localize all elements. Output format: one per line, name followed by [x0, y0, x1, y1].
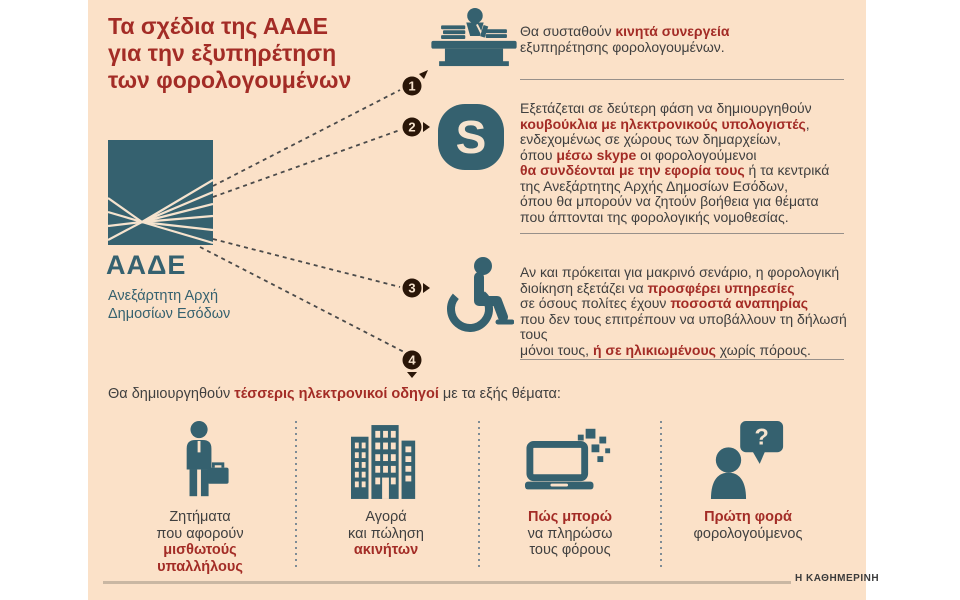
- badge-3: [399, 272, 431, 304]
- svg-text:4: 4: [408, 352, 416, 368]
- item-3-text: Αν και πρόκειται για μακρινό σενάριο, η φορολογική διοίκηση εξετάζει να προσφέρει υπηρεσίες σε όσους πολίτες έχουν ποσοστά αναπηρίας που δεν τους επιτρέπουν να υποβάλλουν τη δήλωσή τους μόνοι τους, ή σε ηλικιωμένους χωρίς πόρους.: [520, 264, 847, 358]
- laptop-icon: [525, 420, 615, 500]
- item-2-text: Εξετάζεται σε δεύτερη φάση να δημιουργηθούν κουβούκλια με ηλεκτρονικούς υπολογιστές, ενδεχομένως σε χώρους των δημαρχείων, όπου μέσω skype οι φορολογούμενοι θα συνδέονται με την εφορία τους ή τα κεντρικά της Ανεξάρτητης Αρχής Δημοσίων Εσόδων, όπου θα μπορούν να ζητούν βοήθεια για θέματα που άπτονται της φορολογικής νομοθεσίας.: [520, 100, 830, 225]
- aade-full-name: Ανεξάρτητη Αρχή Δημοσίων Εσόδων: [108, 288, 231, 322]
- item-1-text: Θα συσταθούν κινητά συνεργεία εξυπηρέτησης φορολογουμένων.: [520, 23, 730, 55]
- buildings-icon: [351, 420, 421, 500]
- footer-rule: [103, 581, 791, 584]
- skype-icon: [436, 102, 506, 172]
- service-desk-icon: [430, 6, 518, 68]
- guide-caption: Πώς μπορώ να πληρώσω τους φόρους: [527, 509, 613, 558]
- svg-text:S: S: [455, 111, 487, 163]
- guide-employees: [105, 420, 295, 575]
- guide-caption: Αγορά και πώληση ακινήτων: [348, 509, 424, 558]
- brand-logo: Η ΚΑΘΗΜΕΡΙΝΗ: [795, 573, 880, 584]
- guide-caption: Ζητήματα που αφορούν μισθωτούς υπαλλήλους: [156, 509, 244, 575]
- divider: [295, 421, 297, 567]
- guide-pay-taxes: [477, 420, 663, 570]
- svg-text:?: ?: [754, 423, 769, 450]
- badge-1: [399, 70, 429, 102]
- guide-first-time: [655, 420, 841, 570]
- first-time-icon: [709, 420, 787, 500]
- wheelchair-icon: [438, 256, 514, 334]
- divider: [520, 79, 844, 80]
- badge-2: [399, 111, 431, 143]
- guide-property: [292, 420, 480, 570]
- aade-acronym: ΑΑΔΕ: [106, 250, 187, 280]
- divider: [478, 421, 480, 567]
- svg-text:3: 3: [408, 280, 416, 296]
- page-title: Τα σχέδια της ΑΑΔΕ για την εξυπηρέτηση των φορολογουμένων: [108, 13, 352, 93]
- divider: [520, 359, 844, 360]
- divider: [660, 421, 662, 567]
- divider: [520, 233, 844, 234]
- employee-icon: [169, 420, 231, 500]
- svg-text:1: 1: [408, 78, 416, 94]
- guide-caption: Πρώτη φορά φορολογούμενος: [693, 509, 803, 542]
- svg-text:2: 2: [408, 119, 416, 135]
- guides-heading: Θα δημιουργηθούν τέσσερις ηλεκτρονικοί οδηγοί με τα εξής θέματα:: [108, 386, 561, 402]
- badge-4: [399, 344, 429, 378]
